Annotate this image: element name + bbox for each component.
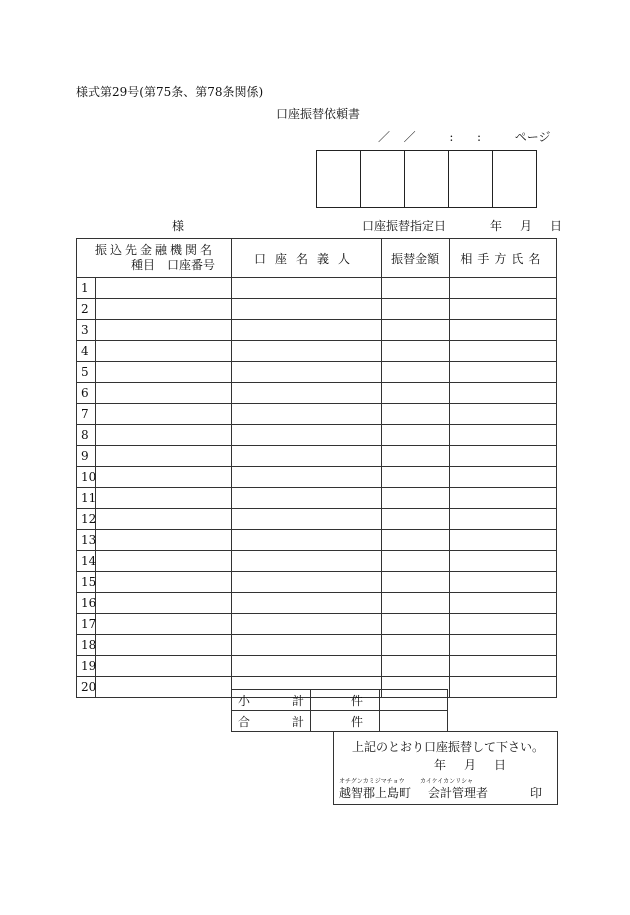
payee-cell[interactable]: [449, 488, 556, 509]
amount-cell[interactable]: [381, 593, 449, 614]
table-row: [77, 614, 557, 635]
account-holder-cell[interactable]: [232, 446, 381, 467]
total-count: 件: [311, 711, 380, 732]
amount-cell[interactable]: [381, 551, 449, 572]
payee-cell[interactable]: [449, 551, 556, 572]
seal-box: [361, 151, 405, 207]
account-holder-cell[interactable]: [232, 278, 381, 299]
account-holder-cell[interactable]: [232, 551, 381, 572]
amount-cell[interactable]: [381, 278, 449, 299]
table-row: [77, 488, 557, 509]
page-label: ページ: [514, 130, 551, 144]
print-timestamp: [378, 128, 551, 145]
seal-box: [405, 151, 449, 207]
row-number: 5: [77, 362, 96, 383]
total-label: 合 計: [232, 711, 311, 732]
table-row: [77, 299, 557, 320]
table-row: [77, 446, 557, 467]
account-holder-cell[interactable]: [232, 509, 381, 530]
payee-cell[interactable]: [449, 278, 556, 299]
bank-cell[interactable]: [96, 488, 232, 509]
table-row: [77, 509, 557, 530]
time-colon: :: [449, 130, 454, 144]
account-holder-cell[interactable]: [232, 530, 381, 551]
account-holder-cell[interactable]: [232, 656, 381, 677]
account-holder-cell[interactable]: [232, 404, 381, 425]
row-number: 1: [77, 278, 96, 299]
payee-cell[interactable]: [449, 383, 556, 404]
bank-cell[interactable]: [96, 530, 232, 551]
row-number: 14: [77, 551, 96, 572]
account-holder-cell[interactable]: [232, 299, 381, 320]
table-row: [77, 656, 557, 677]
officer-title: 会計管理者: [428, 786, 489, 800]
table-row: [77, 530, 557, 551]
bank-cell[interactable]: [96, 404, 232, 425]
table-row: [77, 572, 557, 593]
payee-cell[interactable]: [449, 656, 556, 677]
payee-cell[interactable]: [449, 341, 556, 362]
bank-cell[interactable]: [96, 593, 232, 614]
day-label: 日: [550, 219, 563, 233]
payee-cell[interactable]: [449, 614, 556, 635]
form-id: 様式第29号(第75条、第78条関係): [76, 85, 264, 99]
total-amount: [380, 711, 448, 732]
header-bank-line1: 振込先金融機関名: [95, 243, 216, 257]
row-number: 7: [77, 404, 96, 425]
bank-cell[interactable]: [96, 446, 232, 467]
account-holder-cell[interactable]: [232, 467, 381, 488]
amount-cell[interactable]: [381, 341, 449, 362]
table-header-row: [77, 239, 557, 278]
account-holder-cell[interactable]: [232, 425, 381, 446]
account-holder-cell[interactable]: [232, 320, 381, 341]
account-holder-cell[interactable]: [232, 572, 381, 593]
row-number: 12: [77, 509, 96, 530]
subtotal-amount: [380, 690, 448, 711]
bank-cell[interactable]: [96, 362, 232, 383]
seal-box: [317, 151, 361, 207]
amount-cell[interactable]: [381, 614, 449, 635]
row-number: 17: [77, 614, 96, 635]
payee-cell[interactable]: [449, 425, 556, 446]
header-account-holder: 口座名義人: [232, 239, 381, 278]
payee-cell[interactable]: [449, 593, 556, 614]
payee-cell[interactable]: [449, 362, 556, 383]
year-label: 年: [434, 758, 447, 772]
row-number: 2: [77, 299, 96, 320]
designated-date: [490, 217, 562, 234]
bank-cell[interactable]: [96, 509, 232, 530]
table-row: [77, 383, 557, 404]
amount-cell[interactable]: [381, 530, 449, 551]
row-number: 20: [77, 677, 96, 698]
payee-cell[interactable]: [449, 404, 556, 425]
row-number: 4: [77, 341, 96, 362]
row-number: 15: [77, 572, 96, 593]
table-row: [77, 278, 557, 299]
row-number: 10: [77, 467, 96, 488]
year-label: 年: [490, 219, 503, 233]
table-row: [77, 551, 557, 572]
bank-cell[interactable]: [96, 614, 232, 635]
payee-cell[interactable]: [449, 530, 556, 551]
row-number: 19: [77, 656, 96, 677]
amount-cell[interactable]: [381, 320, 449, 341]
bank-cell[interactable]: [96, 635, 232, 656]
seal-box: [493, 151, 536, 207]
bank-cell[interactable]: [96, 383, 232, 404]
place-ruby: オチグンカミジマチョウ: [339, 778, 405, 785]
row-number: 9: [77, 446, 96, 467]
recipient-honorific: 様: [172, 219, 185, 233]
time-colon: :: [477, 130, 482, 144]
account-holder-cell[interactable]: [232, 614, 381, 635]
payee-cell[interactable]: [449, 320, 556, 341]
amount-cell[interactable]: [381, 404, 449, 425]
header-payee: 相手方氏名: [449, 239, 556, 278]
account-holder-cell[interactable]: [232, 635, 381, 656]
row-number: 13: [77, 530, 96, 551]
header-bank-line2: 種目 口座番号: [131, 258, 216, 272]
table-row: [77, 425, 557, 446]
payee-cell[interactable]: [449, 635, 556, 656]
bank-cell[interactable]: [96, 320, 232, 341]
table-row: [77, 404, 557, 425]
table-row: [77, 362, 557, 383]
date-slash: ／: [378, 130, 391, 144]
amount-cell[interactable]: [381, 425, 449, 446]
amount-cell[interactable]: [381, 635, 449, 656]
total-row: [232, 711, 448, 732]
officer-ruby: カイケイカンリシャ: [420, 778, 473, 785]
row-number: 18: [77, 635, 96, 656]
bank-cell[interactable]: [96, 425, 232, 446]
month-label: 月: [464, 758, 477, 772]
bank-cell[interactable]: [96, 278, 232, 299]
row-number: 16: [77, 593, 96, 614]
amount-cell[interactable]: [381, 488, 449, 509]
amount-cell[interactable]: [381, 467, 449, 488]
table-row: [77, 341, 557, 362]
amount-cell[interactable]: [381, 572, 449, 593]
day-label: 日: [494, 758, 507, 772]
amount-cell[interactable]: [381, 362, 449, 383]
subtotal-row: [232, 690, 448, 711]
date-slash: ／: [403, 130, 416, 144]
table-row: [77, 320, 557, 341]
bank-cell[interactable]: [96, 656, 232, 677]
seal-mark: 印: [530, 786, 543, 800]
account-holder-cell[interactable]: [232, 488, 381, 509]
request-box: [333, 731, 558, 805]
account-holder-cell[interactable]: [232, 362, 381, 383]
account-holder-cell[interactable]: [232, 383, 381, 404]
payee-cell[interactable]: [449, 299, 556, 320]
payee-cell[interactable]: [449, 509, 556, 530]
request-date: [434, 756, 524, 773]
amount-cell[interactable]: [381, 299, 449, 320]
approval-seal-boxes: [316, 150, 537, 208]
amount-cell[interactable]: [381, 383, 449, 404]
seal-box: [449, 151, 493, 207]
header-bank: [77, 239, 232, 278]
payee-cell[interactable]: [449, 572, 556, 593]
row-number: 11: [77, 488, 96, 509]
month-label: 月: [520, 219, 533, 233]
bank-cell[interactable]: [96, 572, 232, 593]
page-title: 口座振替依頼書: [276, 107, 361, 121]
amount-cell[interactable]: [381, 446, 449, 467]
header-amount: 振替金額: [381, 239, 449, 278]
subtotal-label: 小 計: [232, 690, 311, 711]
request-text: 上記のとおり口座振替して下さい。: [352, 740, 545, 754]
bank-cell[interactable]: [96, 551, 232, 572]
row-number: 6: [77, 383, 96, 404]
bank-cell[interactable]: [96, 299, 232, 320]
table-row: [77, 467, 557, 488]
bank-cell[interactable]: [96, 341, 232, 362]
bank-cell[interactable]: [96, 467, 232, 488]
table-row: [77, 593, 557, 614]
amount-cell[interactable]: [381, 656, 449, 677]
designated-date-label: 口座振替指定日: [362, 219, 447, 233]
row-number: 3: [77, 320, 96, 341]
bank-cell[interactable]: [96, 677, 232, 698]
place-name: 越智郡上島町: [339, 786, 412, 800]
table-row: [77, 635, 557, 656]
totals-table: [231, 689, 448, 732]
transfer-table: [76, 238, 557, 698]
account-holder-cell[interactable]: [232, 341, 381, 362]
payee-cell[interactable]: [449, 446, 556, 467]
payee-cell[interactable]: [449, 467, 556, 488]
payee-cell[interactable]: [449, 677, 556, 698]
amount-cell[interactable]: [381, 509, 449, 530]
subtotal-count: 件: [311, 690, 380, 711]
account-holder-cell[interactable]: [232, 593, 381, 614]
row-number: 8: [77, 425, 96, 446]
